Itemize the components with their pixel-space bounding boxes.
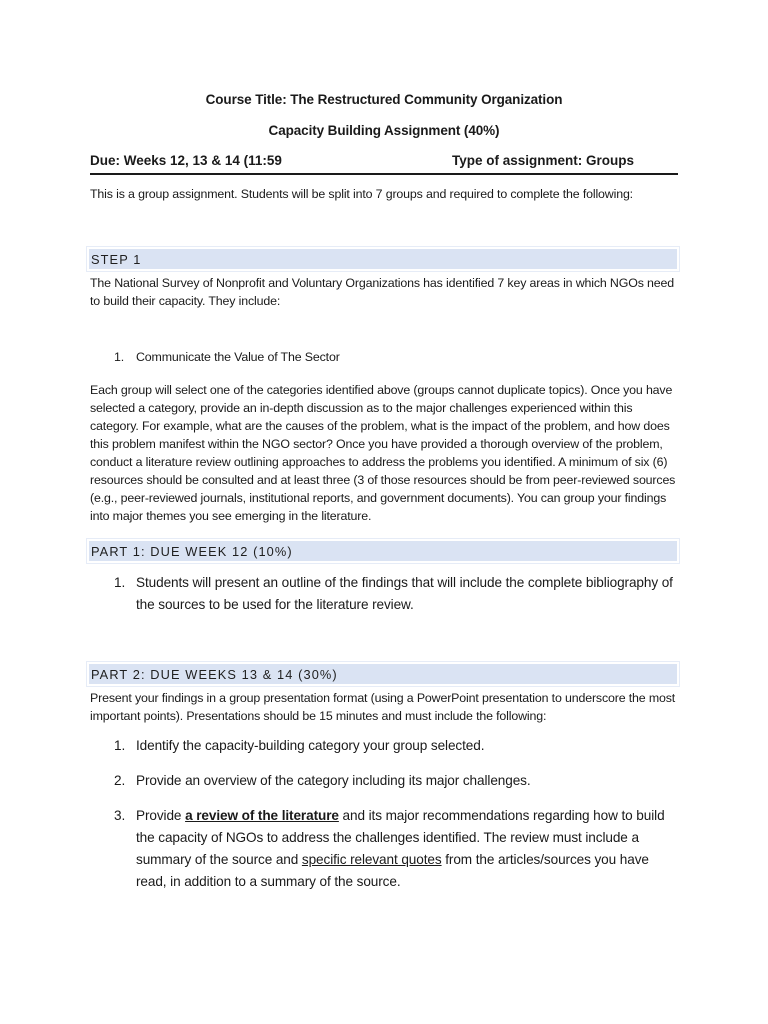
list-text: Communicate the Value of The Sector (136, 350, 340, 364)
list-number: 2. (114, 773, 126, 788)
part2-heading: PART 2: DUE WEEKS 13 & 14 (30%) (91, 667, 338, 682)
step1-heading: STEP 1 (91, 252, 142, 267)
part1-heading: PART 1: DUE WEEK 12 (10%) (91, 544, 293, 559)
list-text-part: and its major recommendations regarding how to build the capacity of NGOs to address the challenges identified. The review must include a summary of the source and (136, 808, 665, 867)
list-text (136, 805, 680, 893)
list-text: Provide an overview of the category including its major challenges. (136, 773, 531, 788)
part1-heading-bar (86, 538, 680, 564)
list-text: Identify the capacity-building category your group selected. (136, 738, 485, 753)
list-text-part: Provide (136, 808, 186, 823)
list-text: Students will present an outline of the findings that will include the complete bibliography of the sources to be used for the literature review. (136, 575, 673, 612)
step1-paragraph: The National Survey of Nonprofit and Voluntary Organizations has identified 7 key areas in which NGOs need to build their capacity. They include: (90, 276, 674, 308)
course-title: Course Title: The Restructured Community Organization (205, 92, 563, 107)
due-row (90, 153, 678, 175)
list-number: 1. (114, 738, 126, 753)
step1-heading-bar (86, 246, 680, 272)
quotes-emphasis: specific relevant quotes (301, 852, 442, 867)
part2-paragraph: Present your findings in a group presentation format (using a PowerPoint presentation to underscore the most important points). Presentations should be 15 minutes and must include the following: (90, 691, 676, 723)
list-number: 1. (114, 575, 126, 590)
assignment-type: Type of assignment: Groups (452, 153, 635, 168)
list-number: 1. (114, 350, 125, 364)
list-text-part: from the articles/sources you have read, in addition to a summary of the source. (136, 852, 649, 889)
due-date: Due: Weeks 12, 13 & 14 (11:59 (90, 153, 282, 168)
intro-paragraph: This is a group assignment. Students will be split into 7 groups and required to complete the following: (90, 187, 633, 201)
assignment-title: Capacity Building Assignment (40%) (268, 123, 500, 138)
list-number: 3. (114, 808, 126, 823)
step1-details-paragraph: Each group will select one of the categories identified above (groups cannot duplicate topics). Once you have selected a category, provide an in-depth discussion as to the major challenges experienced within this category. For example, what are the causes of the problem, what is the impact of the problem, and how does this problem manifest within the NGO sector? Once you have provided a thorough overview of the problem, conduct a literature review outlining approaches to address the problems you identified. A minimum of six (6) resources should be consulted and at least three (3 of those resources should be from peer-reviewed sources (e.g., peer-reviewed journals, institutional reports, and government documents). You can group your findings into major themes you see emerging in the literature. (90, 383, 676, 523)
literature-review-emphasis: a review of the literature (185, 808, 339, 823)
part2-heading-bar (86, 661, 680, 687)
